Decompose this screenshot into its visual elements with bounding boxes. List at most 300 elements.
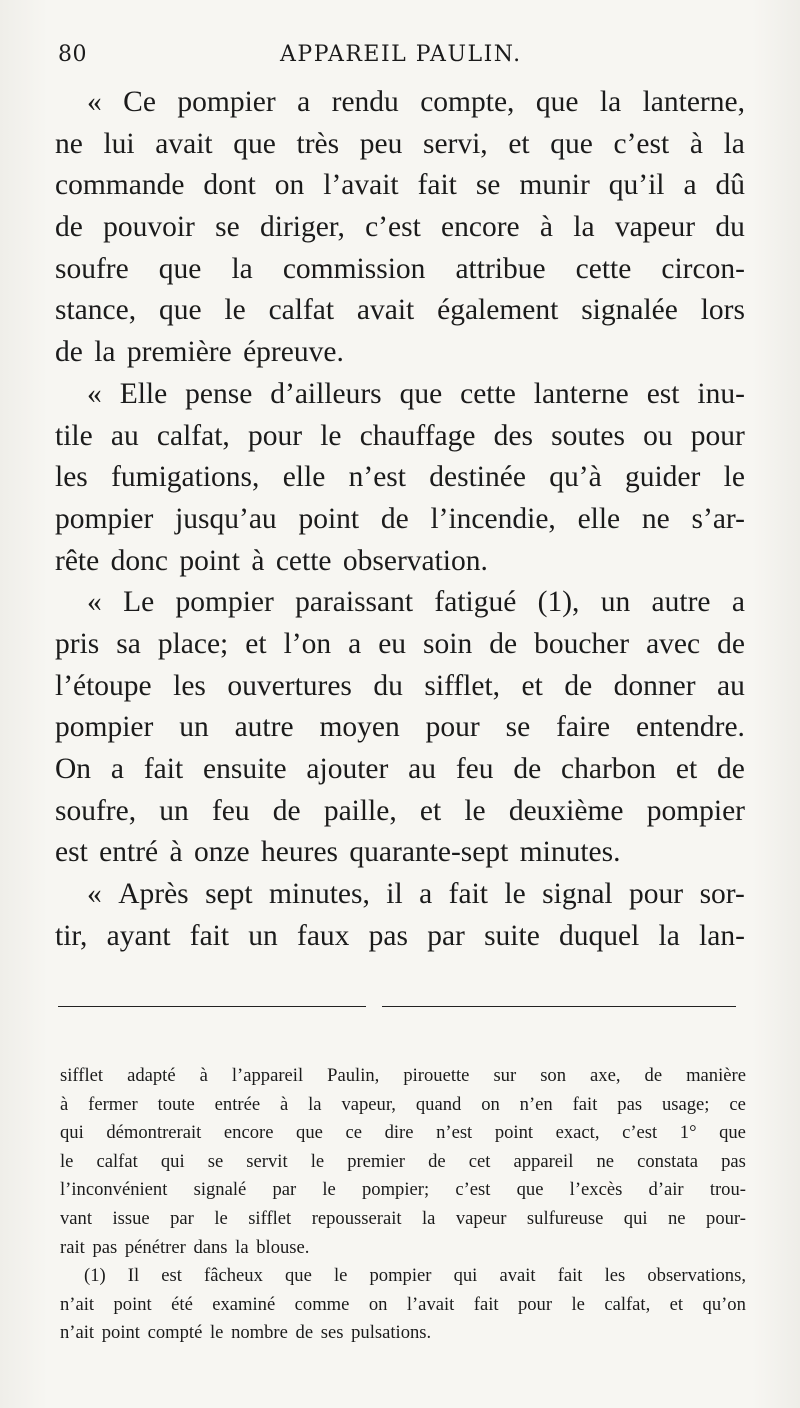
- word: quarante-sept: [349, 836, 520, 869]
- word: entrée: [214, 1093, 261, 1115]
- word: le: [224, 294, 246, 327]
- word: de: [717, 627, 745, 660]
- word: vant: [60, 1207, 93, 1229]
- word: donner: [613, 669, 696, 702]
- word: observations,: [647, 1265, 746, 1287]
- footnote-line: [60, 1319, 746, 1348]
- word: soin: [423, 627, 473, 660]
- word: un: [159, 794, 189, 827]
- footnote-line: [60, 1176, 746, 1205]
- word: un: [248, 919, 278, 952]
- word: encore: [441, 211, 520, 244]
- word: c’est: [622, 1122, 658, 1144]
- word: soufre,: [55, 794, 137, 827]
- text-line: [55, 832, 745, 874]
- word: appareil: [513, 1150, 574, 1172]
- word: ses: [320, 1322, 352, 1344]
- word: autre: [651, 586, 711, 619]
- text-line: [55, 249, 745, 291]
- word: deuxième: [508, 794, 624, 827]
- text-line: [55, 290, 745, 332]
- footnote-rule-right: [382, 1006, 736, 1007]
- word: la: [308, 1093, 322, 1115]
- word: Le: [123, 586, 155, 619]
- page-number: 80: [58, 42, 87, 67]
- word: encore: [223, 1122, 274, 1144]
- word: fermer: [88, 1093, 138, 1115]
- word: et: [419, 794, 442, 827]
- word: sifflet: [248, 1207, 292, 1229]
- word: c’est: [613, 127, 670, 160]
- word: adapté: [127, 1065, 176, 1086]
- text-line: [55, 332, 745, 374]
- word: à: [539, 211, 554, 244]
- word: a: [348, 627, 362, 660]
- word: un: [600, 586, 631, 619]
- word: à: [169, 836, 194, 869]
- word: paille,: [323, 794, 397, 827]
- word: elle: [282, 461, 326, 494]
- word: dans: [193, 1236, 236, 1258]
- word: les: [173, 669, 206, 702]
- word: pas: [721, 1150, 746, 1172]
- word: et: [675, 753, 698, 785]
- word: se: [475, 169, 501, 202]
- word: sulfureuse: [526, 1207, 604, 1229]
- word: sor-: [699, 878, 745, 911]
- word: l’inconvénient: [60, 1179, 168, 1201]
- word: de: [644, 1065, 663, 1086]
- word: pompier: [175, 586, 274, 619]
- word: circon-: [661, 252, 745, 285]
- word: minutes.: [519, 836, 621, 869]
- word: le: [320, 419, 342, 452]
- word: destinée: [429, 461, 526, 494]
- word: lanterne,: [642, 86, 745, 118]
- word: lors: [700, 294, 745, 327]
- word: autre: [234, 711, 294, 744]
- running-title: APPAREIL PAULIN.: [280, 42, 522, 67]
- word: minutes,: [269, 878, 370, 911]
- word: toute: [157, 1093, 195, 1115]
- text-line: [55, 457, 745, 499]
- word: également: [437, 294, 559, 327]
- word: sur: [493, 1065, 517, 1086]
- word: dû: [715, 169, 745, 202]
- word: la: [723, 127, 745, 160]
- word: ne: [55, 127, 83, 160]
- word: n’ait: [60, 1322, 102, 1344]
- word: pompier;: [362, 1179, 430, 1201]
- word: feu: [455, 753, 494, 785]
- word: de: [272, 794, 301, 827]
- word: l’on: [283, 627, 332, 660]
- word: n’ait: [60, 1293, 95, 1315]
- word: au: [408, 753, 436, 785]
- text-line: [55, 666, 745, 708]
- text-line: [55, 165, 745, 207]
- word: munir: [519, 169, 590, 202]
- word: de: [55, 211, 83, 244]
- word: guider: [624, 461, 701, 494]
- text-line: [55, 124, 745, 166]
- word: qui: [453, 1265, 478, 1287]
- text-line: [55, 707, 745, 749]
- word: pompier: [646, 794, 745, 827]
- word: a: [110, 753, 124, 785]
- word: le: [504, 878, 526, 911]
- word: faire: [556, 711, 611, 744]
- word: rait: [60, 1236, 93, 1258]
- word: point: [179, 544, 252, 577]
- word: la: [94, 336, 127, 369]
- word: elle: [577, 502, 621, 535]
- word: commission: [282, 252, 426, 285]
- word: (1),: [537, 586, 580, 619]
- word: fumigations,: [111, 461, 260, 494]
- word: on: [368, 1293, 388, 1315]
- word: tir,: [55, 919, 88, 952]
- word: calfat,: [156, 419, 230, 452]
- word: entré: [99, 836, 170, 869]
- word: soutes: [551, 419, 625, 452]
- word: soufre: [55, 252, 129, 285]
- word: sifflet: [60, 1065, 104, 1086]
- word: «: [87, 86, 102, 118]
- word: servit: [246, 1150, 288, 1172]
- word: de: [489, 627, 518, 660]
- word: se: [215, 211, 240, 244]
- word: lanterne: [533, 377, 629, 410]
- word: a: [419, 878, 433, 911]
- word: d’ailleurs: [270, 377, 382, 410]
- word: à: [60, 1093, 69, 1115]
- word: épreuve.: [243, 336, 344, 369]
- word: pompier: [177, 86, 276, 118]
- word: du: [715, 211, 745, 244]
- word: se: [207, 1150, 224, 1172]
- text-line: [55, 624, 745, 666]
- word: fait: [448, 878, 488, 911]
- word: stance,: [55, 294, 137, 327]
- word: que: [158, 294, 202, 327]
- word: la: [573, 211, 595, 244]
- word: sa: [116, 627, 141, 660]
- word: le: [310, 1150, 325, 1172]
- word: qu’on: [702, 1293, 746, 1315]
- word: calfat,: [604, 1293, 651, 1315]
- word: et: [521, 669, 543, 702]
- word: et: [245, 627, 267, 660]
- word: la: [599, 86, 622, 118]
- word: le: [322, 1179, 336, 1201]
- word: l’avait: [406, 1293, 455, 1315]
- word: n’est: [436, 1122, 473, 1144]
- word: observation.: [342, 544, 488, 577]
- word: s’ar-: [691, 502, 745, 535]
- word: à: [251, 544, 276, 577]
- word: d’air: [648, 1179, 684, 1201]
- word: est: [161, 1265, 182, 1287]
- word: examiné: [212, 1293, 276, 1315]
- word: onze: [193, 836, 262, 869]
- word: par: [272, 1179, 297, 1201]
- word: a: [297, 86, 311, 118]
- word: est: [646, 377, 680, 410]
- word: qu’il: [608, 169, 665, 202]
- word: au: [717, 669, 745, 702]
- word: à: [199, 1065, 208, 1086]
- word: que: [158, 252, 202, 285]
- word: est: [55, 836, 100, 869]
- word: pompier: [369, 1265, 432, 1287]
- word: servi,: [422, 127, 488, 160]
- word: il: [386, 878, 403, 911]
- word: duquel: [559, 919, 640, 952]
- word: le: [464, 794, 486, 827]
- word: ne: [596, 1150, 615, 1172]
- footnote-line: [60, 1119, 746, 1148]
- word: pompier: [55, 502, 154, 535]
- word: calfat: [268, 294, 335, 327]
- word: qui: [623, 1207, 648, 1229]
- word: Elle: [119, 377, 168, 410]
- word: pulsations.: [351, 1322, 432, 1344]
- word: pompier: [55, 711, 154, 744]
- footnote-line: [60, 1091, 746, 1120]
- text-line: [55, 207, 745, 249]
- word: sifflet,: [424, 669, 501, 702]
- word: pirouette: [403, 1065, 470, 1086]
- text-line: [55, 499, 745, 541]
- word: le: [571, 1293, 585, 1315]
- word: se: [505, 711, 531, 744]
- footnote-line: [60, 1205, 746, 1234]
- word: qui: [160, 1150, 185, 1172]
- word: fait: [572, 1093, 598, 1115]
- word: peu: [359, 127, 403, 160]
- word: la: [421, 1207, 436, 1229]
- word: avait: [155, 127, 213, 160]
- word: compte,: [420, 86, 515, 118]
- word: ne: [668, 1207, 686, 1229]
- word: Paulin,: [327, 1065, 380, 1086]
- word: l’étoupe: [55, 669, 152, 702]
- word: «: [87, 586, 102, 619]
- word: que: [550, 127, 593, 160]
- word: point: [101, 1322, 148, 1344]
- word: pas: [617, 1093, 643, 1115]
- word: de: [55, 336, 95, 369]
- word: charbon: [561, 753, 657, 785]
- word: de: [717, 753, 745, 785]
- word: dont: [203, 169, 256, 202]
- word: inu-: [697, 377, 745, 410]
- word: du: [373, 669, 403, 702]
- word: que: [399, 377, 443, 410]
- word: l’appareil: [231, 1065, 304, 1086]
- word: ajouter: [306, 753, 389, 785]
- word: que: [233, 127, 276, 160]
- word: c’est: [365, 211, 421, 244]
- word: sept: [205, 878, 253, 911]
- word: que: [284, 1265, 312, 1287]
- word: rête: [55, 544, 111, 577]
- word: cette: [575, 252, 632, 285]
- footnote-line: [60, 1291, 746, 1320]
- word: de: [513, 753, 542, 785]
- word: à: [689, 127, 703, 160]
- word: le: [210, 1322, 232, 1344]
- word: n’est: [348, 461, 406, 494]
- word: n’en: [519, 1093, 553, 1115]
- word: le: [333, 1265, 348, 1287]
- word: pas: [92, 1236, 125, 1258]
- word: que: [296, 1122, 323, 1144]
- word: démontrerait: [106, 1122, 202, 1144]
- footnote-line: [60, 1262, 746, 1291]
- word: diriger,: [260, 211, 345, 244]
- word: calfat: [96, 1150, 138, 1172]
- word: lan-: [699, 919, 745, 952]
- word: qu’à: [549, 461, 602, 494]
- word: manière: [686, 1065, 746, 1086]
- word: faux: [297, 919, 350, 952]
- word: la: [231, 252, 253, 285]
- word: par: [427, 919, 465, 952]
- word: fâcheux: [204, 1265, 263, 1287]
- word: de: [564, 669, 593, 702]
- word: ensuite: [203, 753, 287, 785]
- word: ce: [729, 1093, 746, 1115]
- word: paraissant: [295, 586, 414, 619]
- word: point: [298, 502, 360, 535]
- footnote-line: [60, 1148, 746, 1177]
- word: que: [516, 1179, 544, 1201]
- word: donc: [110, 544, 180, 577]
- word: pour-: [706, 1207, 746, 1229]
- word: «: [87, 878, 102, 911]
- word: comme: [294, 1293, 350, 1315]
- word: signal: [542, 878, 613, 911]
- word: de: [295, 1322, 321, 1344]
- word: dire: [384, 1122, 414, 1144]
- word: fait: [417, 169, 457, 202]
- word: qui: [60, 1122, 84, 1144]
- word: pour: [517, 1293, 553, 1315]
- text-line: [55, 541, 745, 583]
- word: signalée: [581, 294, 678, 327]
- word: pense: [185, 377, 253, 410]
- word: pour: [629, 878, 684, 911]
- word: que: [719, 1122, 746, 1144]
- word: première: [126, 336, 244, 369]
- word: avait: [356, 294, 415, 327]
- word: fait: [143, 753, 184, 785]
- word: que: [535, 86, 579, 118]
- word: le: [60, 1150, 74, 1172]
- word: de: [428, 1150, 446, 1172]
- word: entendre.: [636, 711, 745, 744]
- word: issue: [112, 1207, 150, 1229]
- word: signalé: [193, 1179, 247, 1201]
- word: quand: [415, 1093, 462, 1115]
- text-line: [55, 582, 745, 624]
- word: le: [214, 1207, 228, 1229]
- word: fait: [189, 919, 230, 952]
- word: point: [494, 1122, 534, 1144]
- word: Ce: [123, 86, 156, 118]
- footnotes: [60, 1062, 746, 1348]
- word: 1°: [679, 1122, 697, 1144]
- word: vapeur: [614, 211, 696, 244]
- word: pouvoir: [103, 211, 195, 244]
- word: l’avait: [323, 169, 399, 202]
- word: a: [731, 586, 745, 619]
- word: des: [493, 419, 533, 452]
- word: tile: [55, 419, 93, 452]
- word: On: [55, 753, 92, 785]
- word: ne: [641, 502, 670, 535]
- word: et: [669, 1293, 684, 1315]
- word: fait: [473, 1293, 499, 1315]
- text-line: [55, 916, 745, 958]
- word: pour: [425, 711, 480, 744]
- word: l’incendie,: [430, 502, 556, 535]
- word: ayant: [106, 919, 171, 952]
- page-header: [58, 36, 748, 76]
- word: chauffage: [359, 419, 476, 452]
- word: la: [235, 1236, 257, 1258]
- word: Après: [118, 878, 189, 911]
- word: les: [55, 461, 88, 494]
- word: constata: [637, 1150, 699, 1172]
- footnote-line: [60, 1062, 746, 1091]
- word: (1): [84, 1265, 106, 1287]
- word: on: [481, 1093, 500, 1115]
- word: moyen: [319, 711, 400, 744]
- word: fait: [557, 1265, 583, 1287]
- word: à: [279, 1093, 289, 1115]
- word: au: [110, 419, 139, 452]
- word: l’excès: [569, 1179, 623, 1201]
- word: pour: [690, 419, 745, 452]
- word: lui: [103, 127, 135, 160]
- word: rendu: [331, 86, 399, 118]
- word: compté: [147, 1322, 210, 1344]
- word: point: [113, 1293, 152, 1315]
- word: avec: [646, 627, 701, 660]
- word: été: [171, 1293, 193, 1315]
- word: très: [296, 127, 340, 160]
- word: «: [87, 377, 102, 410]
- word: eu: [378, 627, 407, 660]
- footnote-line: [60, 1234, 746, 1263]
- word: un: [179, 711, 209, 744]
- word: vapeur,: [341, 1093, 396, 1115]
- word: blouse.: [256, 1236, 310, 1258]
- text-line: [55, 749, 745, 791]
- word: heures: [261, 836, 350, 869]
- word: jusqu’au: [175, 502, 277, 535]
- word: et: [508, 127, 530, 160]
- word: de: [380, 502, 409, 535]
- word: feu: [211, 794, 250, 827]
- footnote-rule-left: [58, 1006, 366, 1007]
- word: ouvertures: [227, 669, 352, 702]
- word: repousserait: [311, 1207, 402, 1229]
- word: a: [683, 169, 697, 202]
